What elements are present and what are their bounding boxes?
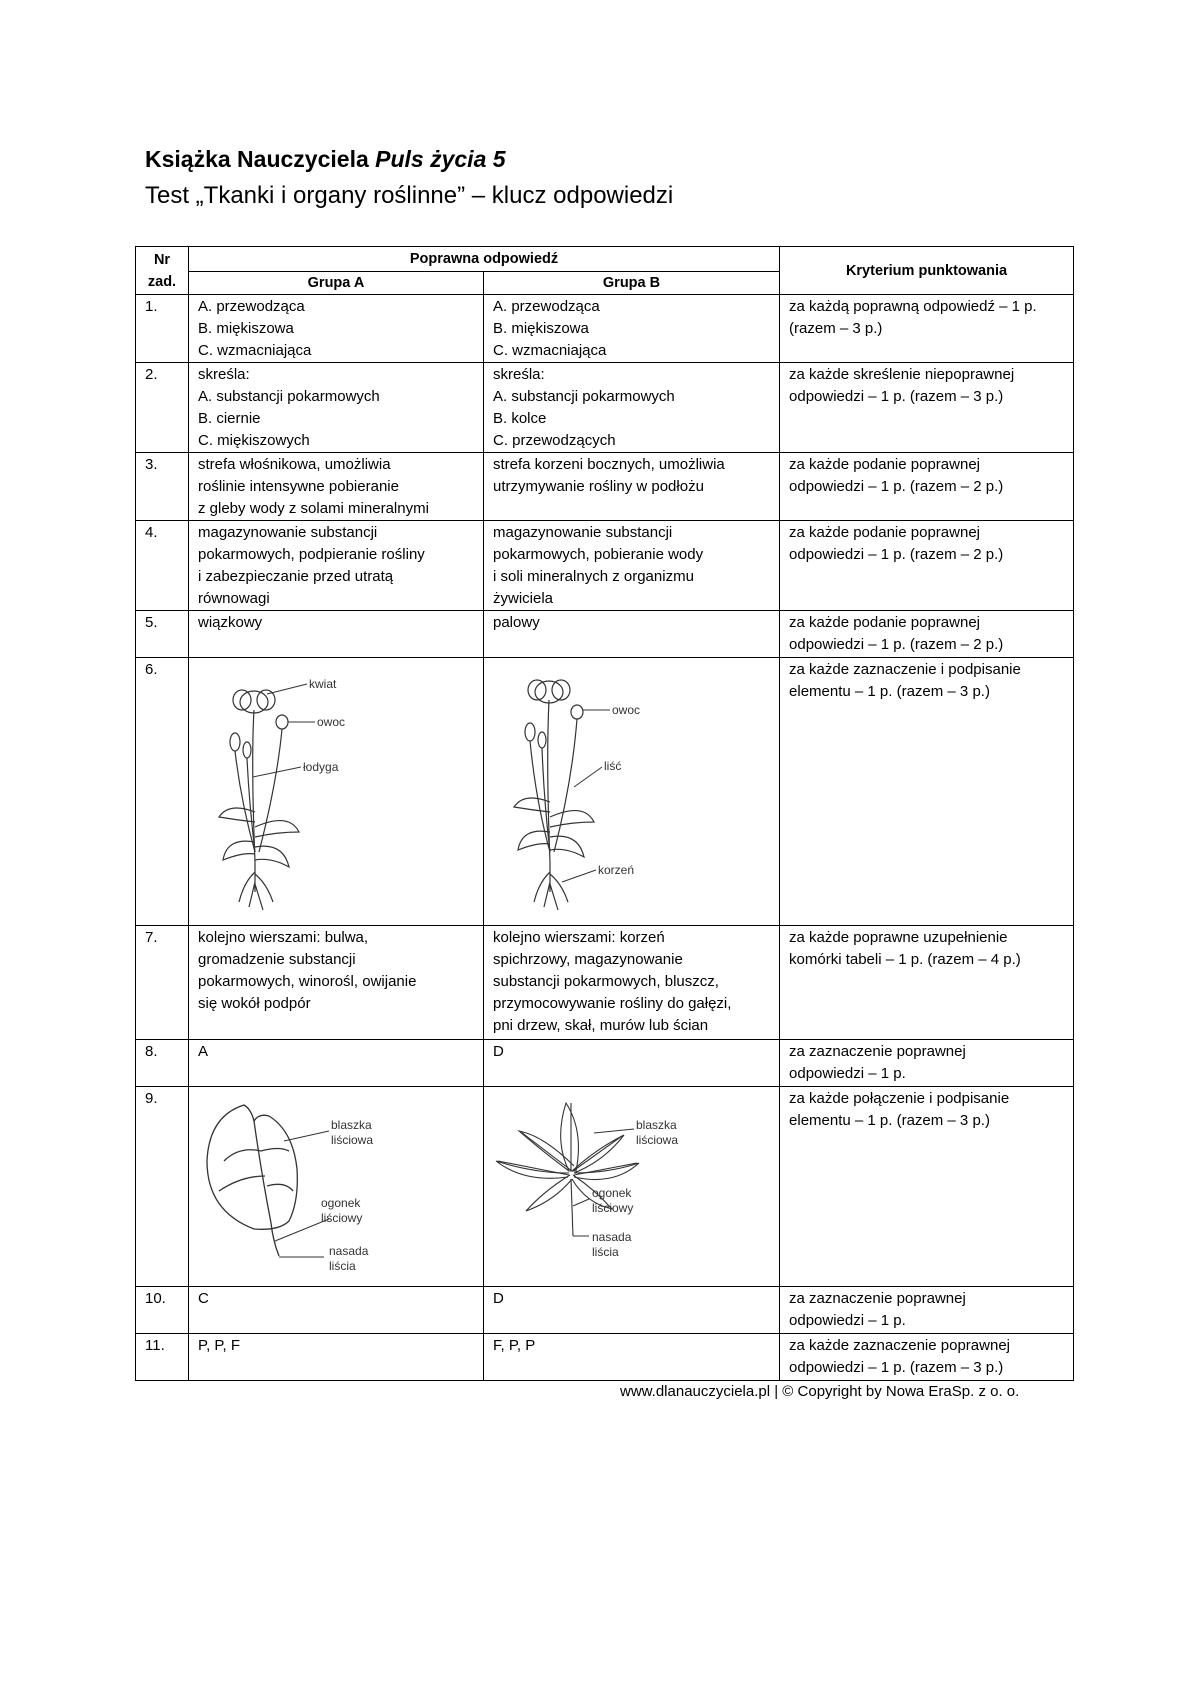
poppy-plant-icon: [514, 680, 594, 910]
cell-group-a: [189, 1040, 484, 1087]
answer-line: kolejno wierszami: bulwa,: [198, 929, 369, 946]
header-group-a: Grupa A: [189, 272, 484, 295]
criterion-line: odpowiedzi – 1 p. (razem – 2 p.): [789, 478, 1004, 495]
criterion-line: odpowiedzi – 1 p. (razem – 2 p.): [789, 636, 1004, 653]
chestnut-leaf-figure: [484, 1091, 774, 1281]
answer-line: F, P, P: [493, 1337, 536, 1354]
header-group-b: Grupa B: [484, 272, 780, 295]
answer-line: B. miękiszowa: [198, 320, 294, 337]
cell-nr: 7.: [136, 926, 189, 1040]
label-liscia: liścia: [329, 1259, 356, 1273]
linden-leaf-icon: [207, 1105, 297, 1256]
poppy-figure-b: [484, 662, 774, 922]
cell-group-a: [189, 363, 484, 453]
cell-criterion: [780, 611, 1074, 658]
cell-nr: 8.: [136, 1040, 189, 1087]
answer-line: wiązkowy: [198, 614, 263, 631]
criterion-line: odpowiedzi – 1 p.: [789, 1312, 906, 1329]
answer-line: gromadzenie substancji: [198, 951, 356, 968]
cell-group-b: [484, 1287, 780, 1334]
criterion-line: za każde poprawne uzupełnienie: [789, 929, 1008, 946]
cell-criterion: [780, 453, 1074, 521]
footer-copyright: www.dlanauczyciela.pl | © Copyright by Nowa EraSp. z o. o.: [620, 1383, 1020, 1400]
poppy-plant-icon: [219, 690, 299, 910]
label-korzen: korzeń: [598, 863, 635, 877]
header-correct-answer: Poprawna odpowiedź: [189, 247, 780, 272]
cell-group-b: [484, 611, 780, 658]
header-criterion: Kryterium punktowania: [780, 247, 1074, 295]
table-row: [136, 1040, 1074, 1087]
table-row: [136, 926, 1074, 1040]
answer-line: strefa włośnikowa, umożliwia: [198, 456, 391, 473]
answer-line: przymocowywanie rośliny do gałęzi,: [493, 995, 732, 1012]
table-row: [136, 363, 1074, 453]
criterion-line: za zaznaczenie poprawnej: [789, 1043, 966, 1060]
label-kwiat: kwiat: [309, 677, 337, 691]
answer-line: spichrzowy, magazynowanie: [493, 951, 683, 968]
cell-nr: 6.: [136, 658, 189, 926]
cell-criterion: [780, 1087, 1074, 1287]
cell-group-a: [189, 295, 484, 363]
criterion-line: za każde podanie poprawnej: [789, 456, 980, 473]
answer-line: utrzymywanie rośliny w podłożu: [493, 478, 704, 495]
answer-line: z gleby wody z solami mineralnymi: [198, 500, 429, 517]
label-blaszka: blaszka: [636, 1118, 677, 1132]
cell-group-b: [484, 926, 780, 1040]
answer-line: A. substancji pokarmowych: [493, 388, 675, 405]
criterion-line: za każdą poprawną odpowiedź – 1 p.: [789, 298, 1037, 315]
table-row: [136, 658, 1074, 926]
answer-line: A. przewodząca: [493, 298, 600, 315]
cell-nr: 11.: [136, 1334, 189, 1381]
criterion-line: odpowiedzi – 1 p.: [789, 1065, 906, 1082]
leader-lines: [573, 1129, 634, 1236]
answer-line: C. wzmacniająca: [198, 342, 312, 359]
cell-criterion: [780, 1040, 1074, 1087]
answer-line: równowagi: [198, 590, 270, 607]
answer-line: kolejno wierszami: korzeń: [493, 929, 665, 946]
answer-line: skreśla:: [198, 366, 250, 383]
cell-group-b: [484, 1040, 780, 1087]
label-blaszka: blaszka: [331, 1118, 372, 1132]
criterion-line: za każde podanie poprawnej: [789, 614, 980, 631]
answer-line: B. kolce: [493, 410, 547, 427]
answer-line: skreśla:: [493, 366, 545, 383]
answer-line: C. wzmacniająca: [493, 342, 607, 359]
criterion-line: za każde skreślenie niepoprawnej: [789, 366, 1015, 383]
label-ogonek: ogonek: [592, 1186, 632, 1200]
label-lisciowa: liściowa: [331, 1133, 374, 1147]
table-row: [136, 1087, 1074, 1287]
cell-nr: 9.: [136, 1087, 189, 1287]
answer-line: C. przewodzących: [493, 432, 616, 449]
criterion-line: komórki tabeli – 1 p. (razem – 4 p.): [789, 951, 1021, 968]
table-row: [136, 295, 1074, 363]
answer-line: B. ciernie: [198, 410, 261, 427]
answer-line: pokarmowych, podpieranie rośliny: [198, 546, 425, 563]
label-owoc: owoc: [612, 703, 641, 717]
table-row: [136, 521, 1074, 611]
cell-nr: 4.: [136, 521, 189, 611]
cell-group-b: [484, 295, 780, 363]
cell-nr: 10.: [136, 1287, 189, 1334]
criterion-line: elementu – 1 p. (razem – 3 p.): [789, 1112, 990, 1129]
cell-criterion: [780, 1287, 1074, 1334]
cell-group-a: [189, 1287, 484, 1334]
answer-line: magazynowanie substancji: [493, 524, 673, 541]
answer-line: D: [493, 1290, 504, 1307]
label-lodyga: łodyga: [303, 760, 339, 774]
criterion-line: za każde zaznaczenie i podpisanie: [789, 661, 1021, 678]
answer-line: magazynowanie substancji: [198, 524, 378, 541]
cell-group-b: [484, 521, 780, 611]
label-liscia: liścia: [592, 1245, 619, 1259]
cell-nr: 2.: [136, 363, 189, 453]
table-row: [136, 1287, 1074, 1334]
criterion-line: za zaznaczenie poprawnej: [789, 1290, 966, 1307]
criterion-line: odpowiedzi – 1 p. (razem – 3 p.): [789, 388, 1004, 405]
cell-criterion: [780, 658, 1074, 926]
criterion-line: odpowiedzi – 1 p. (razem – 2 p.): [789, 546, 1004, 563]
criterion-line: za każde połączenie i podpisanie: [789, 1090, 1010, 1107]
leader-lines: [275, 1131, 329, 1257]
leader-lines: [562, 710, 610, 882]
criterion-line: (razem – 3 p.): [789, 320, 883, 337]
criterion-line: za każde podanie poprawnej: [789, 524, 980, 541]
criterion-line: odpowiedzi – 1 p. (razem – 3 p.): [789, 1359, 1004, 1376]
cell-group-a: [189, 611, 484, 658]
criterion-line: elementu – 1 p. (razem – 3 p.): [789, 683, 990, 700]
answer-line: C: [198, 1290, 209, 1307]
cell-group-b: [484, 658, 780, 926]
label-lisciowy: liściowy: [321, 1211, 363, 1225]
answer-line: A. substancji pokarmowych: [198, 388, 380, 405]
cell-group-a: [189, 926, 484, 1040]
answer-line: substancji pokarmowych, bluszcz,: [493, 973, 719, 990]
cell-group-b: [484, 363, 780, 453]
cell-nr: 1.: [136, 295, 189, 363]
chestnut-leaf-icon: [496, 1103, 639, 1236]
answer-line: strefa korzeni bocznych, umożliwia: [493, 456, 725, 473]
label-lisc: liść: [604, 759, 622, 773]
header-nr: Nr zad.: [136, 247, 189, 295]
answer-line: pokarmowych, pobieranie wody: [493, 546, 704, 563]
answer-line: i zabezpieczanie przed utratą: [198, 568, 394, 585]
cell-criterion: [780, 926, 1074, 1040]
poppy-figure-a: [189, 662, 479, 922]
cell-group-a: [189, 521, 484, 611]
answer-line: roślinie intensywne pobieranie: [198, 478, 399, 495]
title-bold: Książka Nauczyciela: [145, 146, 369, 172]
cell-group-b: [484, 1087, 780, 1287]
label-owoc: owoc: [317, 715, 346, 729]
cell-group-b: [484, 1334, 780, 1381]
label-lisciowy: liściowy: [592, 1201, 634, 1215]
cell-criterion: [780, 295, 1074, 363]
answer-line: B. miękiszowa: [493, 320, 589, 337]
label-nasada: nasada: [329, 1244, 369, 1258]
label-lisciowa: liściowa: [636, 1133, 679, 1147]
table-row: [136, 453, 1074, 521]
cell-criterion: [780, 1334, 1074, 1381]
answer-line: P, P, F: [198, 1337, 240, 1354]
table-row: [136, 1334, 1074, 1381]
answer-line: D: [493, 1043, 504, 1060]
table-row: [136, 611, 1074, 658]
linden-leaf-figure: [189, 1091, 479, 1281]
cell-nr: 5.: [136, 611, 189, 658]
answer-line: i soli mineralnych z organizmu: [493, 568, 694, 585]
answer-key-table: [135, 246, 1074, 1381]
label-ogonek: ogonek: [321, 1196, 361, 1210]
cell-group-a: [189, 1334, 484, 1381]
cell-criterion: [780, 363, 1074, 453]
answer-line: A: [198, 1043, 209, 1060]
cell-group-a: [189, 1087, 484, 1287]
answer-line: się wokół podpór: [198, 995, 311, 1012]
answer-line: pokarmowych, winorośl, owijanie: [198, 973, 417, 990]
label-nasada: nasada: [592, 1230, 632, 1244]
answer-line: żywiciela: [493, 590, 554, 607]
cell-group-a: [189, 453, 484, 521]
cell-group-b: [484, 453, 780, 521]
cell-criterion: [780, 521, 1074, 611]
answer-line: pni drzew, skał, murów lub ścian: [493, 1017, 709, 1034]
criterion-line: za każde zaznaczenie poprawnej: [789, 1337, 1010, 1354]
cell-group-a: [189, 658, 484, 926]
cell-nr: 3.: [136, 453, 189, 521]
answer-line: A. przewodząca: [198, 298, 305, 315]
document-subtitle: Test „Tkanki i organy roślinne” – klucz odpowiedzi: [145, 182, 674, 209]
answer-line: palowy: [493, 614, 540, 631]
title-italic: Puls życia 5: [375, 146, 506, 172]
answer-line: C. miękiszowych: [198, 432, 310, 449]
document-title: [145, 146, 506, 173]
